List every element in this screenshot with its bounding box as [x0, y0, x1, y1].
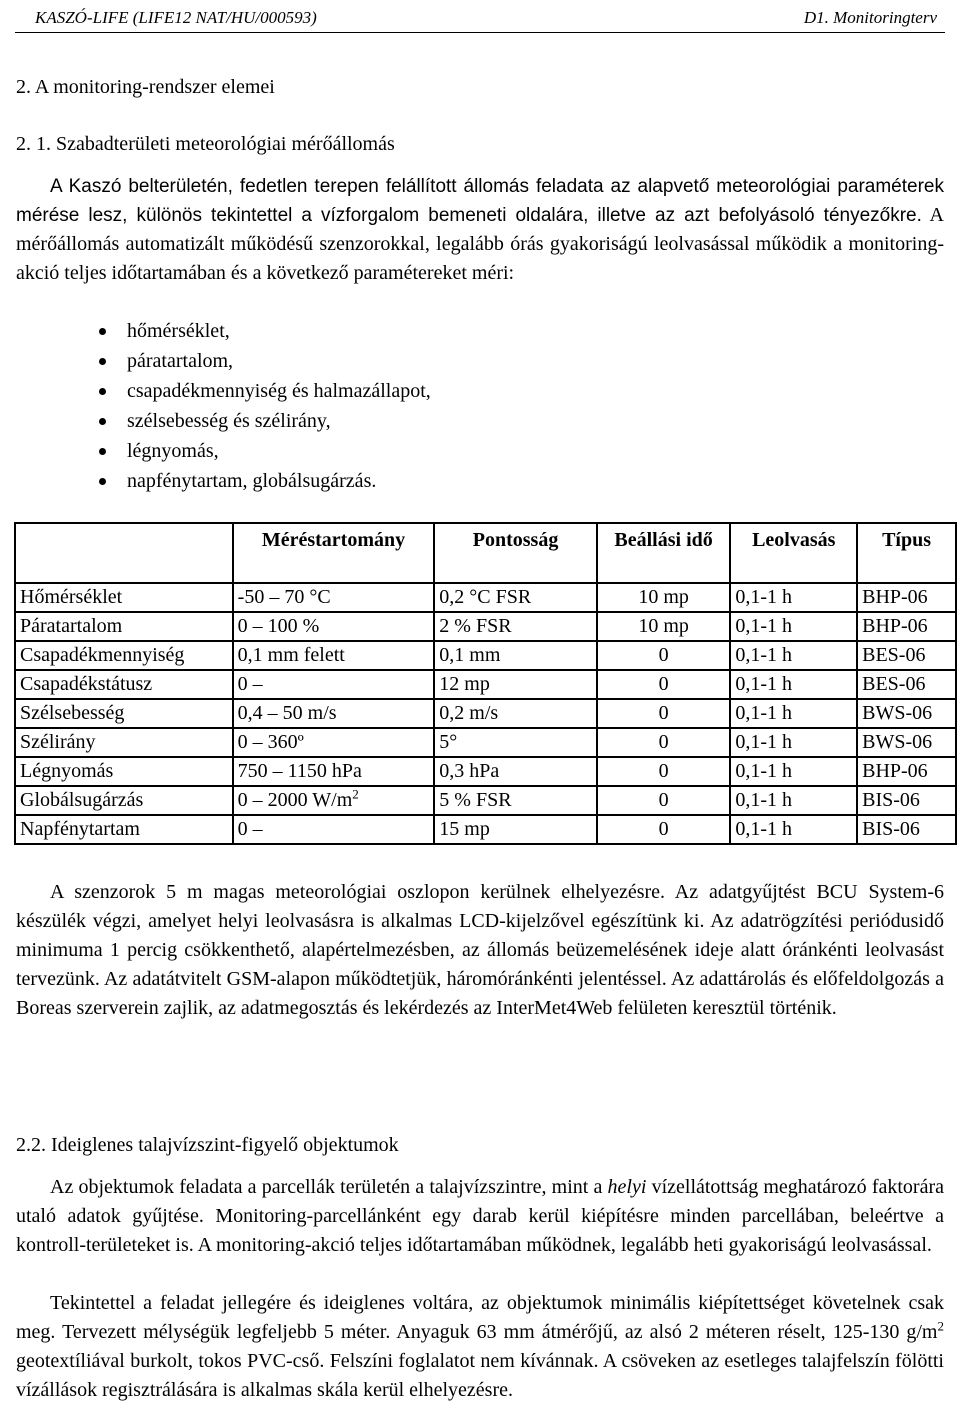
table-cell: 0,1-1 h	[730, 786, 857, 815]
header-project: KASZÓ-LIFE (LIFE12 NAT/HU/000593)	[35, 8, 317, 27]
list-item: légnyomás,	[16, 436, 944, 466]
section-title: 2. A monitoring-rendszer elemei	[16, 76, 275, 98]
table-cell: BWS-06	[857, 699, 956, 728]
list-item: szélsebesség és szélirány,	[16, 406, 944, 436]
table-cell: 0,2 m/s	[434, 699, 597, 728]
table-header-cell: Pontosság	[434, 523, 597, 583]
table-cell: 12 mp	[434, 670, 597, 699]
table-header-cell: Leolvasás	[730, 523, 857, 583]
table-cell: BIS-06	[857, 786, 956, 815]
table-cell: 0,4 – 50 m/s	[233, 699, 435, 728]
page-header	[15, 4, 945, 33]
table-row	[15, 641, 956, 670]
table-cell: Globálsugárzás	[15, 786, 233, 815]
table-cell: -50 – 70 °C	[233, 583, 435, 612]
table-row	[15, 670, 956, 699]
table-cell: 0,1-1 h	[730, 670, 857, 699]
table-cell: 0,1-1 h	[730, 583, 857, 612]
data-collection-text: A szenzorok 5 m magas meteorológiai oszlopon kerülnek elhelyezésre. Az adatgyűjtést BCU System-6 készülék végzi, amelyet helyi leolvasásra is alkalmas LCD-kijelzővel egészítünk ki. Az adatrögzítési periódusidő minimuma 1 percig csökkenthető, alapértelmezésben, az állomás beüzemelésének ideje alatt óránkénti leolvasást tervezünk. Az adatátvitelt GSM-alapon működtetjük, háromóránkénti jelentéssel. Az adattárolás és előfeldolgozás a Boreas szerverein zajlik, az adatmegosztás és lekérdezés az InterMet4Web felületen keresztül történik.	[16, 881, 944, 1019]
table-cell: 0,1-1 h	[730, 612, 857, 641]
groundwater-paragraph-2: Tekintettel a feladat jellegére és ideiglenes voltára, az objektumok minimális kiépítettséget követelnek csak meg. Tervezett mélységük legfeljebb 5 méter. Anyaguk 63 mm átmérőjű, az alsó 2 méteren réselt, 125-130 $g/m^2$ geotextíliával burkolt, tokos PVC-cső. Felszíni foglalatot nem kívánnak. A csöveken az esetleges talajfelszín fölötti vízállások regisztrálására is alkalmas skála kerül elhelyezésre.	[16, 1292, 944, 1401]
bullet-icon	[99, 418, 106, 425]
table-cell: 0,1 mm felett	[233, 641, 435, 670]
table-row	[15, 699, 956, 728]
table-cell: 0	[597, 815, 731, 844]
table-cell: Csapadékmennyiség	[15, 641, 233, 670]
table-cell: 10 mp	[597, 612, 731, 641]
groundwater-paragraph-1: Az objektumok feladata a parcellák területén a talajvízszintre, mint a helyi vízellátottság meghatározó faktorára utaló adatok gyűjtése. Monitoring-parcellánként egy darab kerül kiépítésre minden parcellában, beleértve a kontroll-területeket is. A monitoring-akció teljes időtartamában működnek, legalább heti gyakoriságú leolvasással.	[16, 1176, 944, 1256]
table-cell: 750 – 1150 hPa	[233, 757, 435, 786]
table-cell: 0 –	[233, 670, 435, 699]
bullet-icon	[99, 448, 106, 455]
table-row	[15, 728, 956, 757]
table-cell: Légnyomás	[15, 757, 233, 786]
table-cell: BHP-06	[857, 757, 956, 786]
superscript: 2	[352, 786, 359, 802]
table-cell: 0,2 °C FSR	[434, 583, 597, 612]
list-item: páratartalom,	[16, 346, 944, 376]
table-row	[15, 757, 956, 786]
table-cell: 0 –	[233, 815, 435, 844]
table-cell: Napfénytartam	[15, 815, 233, 844]
table-header-cell	[15, 523, 233, 583]
table-cell: BES-06	[857, 641, 956, 670]
subsection-title-1: 2. 1. Szabadterületi meteorológiai mérőállomás	[16, 133, 395, 155]
bullet-icon	[99, 478, 106, 485]
table-row	[15, 786, 956, 815]
bullet-icon	[99, 358, 106, 365]
table-header-cell: Méréstartomány	[233, 523, 435, 583]
table-cell: 0 – 2000 $W/m^2$	[233, 786, 435, 815]
list-item: csapadékmennyiség és halmazállapot,	[16, 376, 944, 406]
meteo-intro-text-2: A mérőállomás automatizált működésű szenzorokkal, legalább órás gyakoriságú leolvasással működik a monitoring-akció teljes időtartamában és a következő paramétereket méri:	[16, 204, 944, 284]
table-cell: 0,1-1 h	[730, 641, 857, 670]
table-cell: 0 – 360º	[233, 728, 435, 757]
table-cell: BHP-06	[857, 612, 956, 641]
table-cell: 0 – 100 %	[233, 612, 435, 641]
table-cell: 5°	[434, 728, 597, 757]
table-cell: 0,3 hPa	[434, 757, 597, 786]
data-collection-paragraph	[16, 878, 944, 1023]
table-header-cell: Típus	[857, 523, 956, 583]
table-cell: 0	[597, 641, 731, 670]
table-cell: 0	[597, 728, 731, 757]
subsection-title-2: 2.2. Ideiglenes talajvízszint-figyelő objektumok	[16, 1134, 399, 1156]
table-cell: 0	[597, 757, 731, 786]
table-cell: 0	[597, 786, 731, 815]
table-row	[15, 583, 956, 612]
table-cell: 5 % FSR	[434, 786, 597, 815]
header-doc-id: D1. Monitoringterv	[803, 8, 937, 27]
list-item: napfénytartam, globálsugárzás.	[16, 466, 944, 496]
table-cell: 0,1 mm	[434, 641, 597, 670]
parameter-list	[16, 316, 944, 496]
table-cell: BWS-06	[857, 728, 956, 757]
table-cell: 0	[597, 699, 731, 728]
table-header-cell: Beállási idő	[597, 523, 731, 583]
table-header-row	[15, 523, 956, 583]
table-cell: BIS-06	[857, 815, 956, 844]
table-cell: 15 mp	[434, 815, 597, 844]
list-item: hőmérséklet,	[16, 316, 944, 346]
meteo-intro-text: A Kaszó belterületén, fedetlen terepen felállított állomás feladata az alapvető meteorológiai paraméterek mérése lesz, különös tekintettel a vízforgalom bemeneti oldalára, illetve az azt befolyásoló tényezőkre.	[16, 176, 944, 226]
table-cell: Páratartalom	[15, 612, 233, 641]
table-cell: BES-06	[857, 670, 956, 699]
table-cell: Hőmérséklet	[15, 583, 233, 612]
sensor-table	[14, 522, 957, 845]
table-cell: 0,1-1 h	[730, 815, 857, 844]
table-row	[15, 612, 956, 641]
meteo-paragraph	[16, 172, 944, 288]
table-cell: 10 mp	[597, 583, 731, 612]
table-cell: 0,1-1 h	[730, 699, 857, 728]
bullet-icon	[99, 328, 106, 335]
table-cell: Szélirány	[15, 728, 233, 757]
table-cell: BHP-06	[857, 583, 956, 612]
table-cell: 0,1-1 h	[730, 728, 857, 757]
table-row	[15, 815, 956, 844]
table-cell: Csapadékstátusz	[15, 670, 233, 699]
table-cell: Szélsebesség	[15, 699, 233, 728]
table-cell: 2 % FSR	[434, 612, 597, 641]
bullet-icon	[99, 388, 106, 395]
table-cell: 0,1-1 h	[730, 757, 857, 786]
table-cell: 0	[597, 670, 731, 699]
